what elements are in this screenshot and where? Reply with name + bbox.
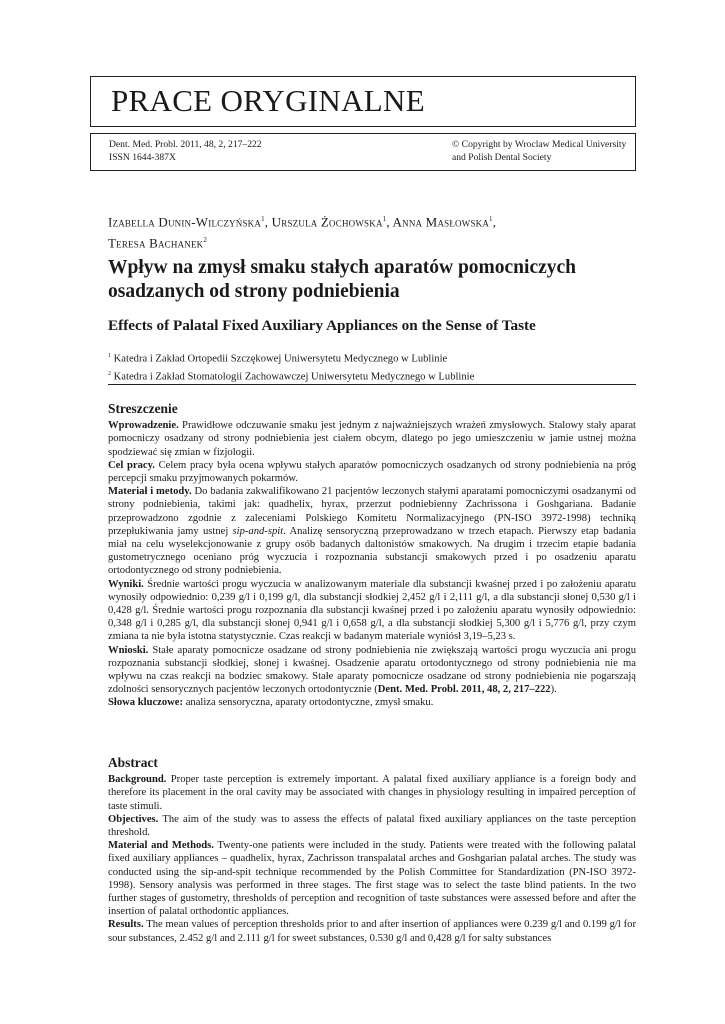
article-title-english: Effects of Palatal Fixed Auxiliary Appliances on the Sense of Taste	[108, 317, 536, 334]
copyright-info	[452, 139, 626, 164]
citation-box	[90, 133, 636, 171]
citation-info	[109, 139, 262, 164]
divider	[108, 384, 636, 385]
paragraph-label: Materiał i metody.	[108, 486, 192, 498]
paragraph-label: Results.	[108, 919, 144, 931]
paragraph-text: Do badania zakwalifikowano 21 pacjentów leczonych stałymi aparatami pomocniczymi osadzanymi od strony podniebienia, takimi jak: quadhelix, hyrax, przerzut podniebienny Zachrissona i Goshgariana. Badanie przeprowadzono zgodnie z zaleceniami Polskiego Komitetu Normalizacyjnego (PN-ISO 3972-1998) techniką przepłukiwania jamy ustnej	[108, 486, 636, 537]
keywords	[108, 696, 636, 709]
paragraph-label: Wprowadzenie.	[108, 420, 179, 432]
abstract-paragraph	[108, 813, 636, 839]
author-affil-mark: 1	[489, 215, 493, 223]
citation-reference: Dent. Med. Probl. 2011, 48, 2, 217–222	[377, 684, 551, 696]
affiliation-item	[108, 349, 628, 367]
paragraph-text: Proper taste perception is extremely important. A palatal fixed auxiliary appliance is a foreign body and therefore its placement in the oral cavity may be associated with changes in physiology resulting in impaired perception of taste stimuli.	[108, 774, 636, 812]
affiliation-text: Katedra i Zakład Stomatologii Zachowawczej Uniwersytetu Medycznego w Lublinie	[113, 371, 475, 383]
author-affil-mark: 1	[261, 215, 265, 223]
keywords-text: analiza sensoryczna, aparaty ortodontyczne, zmysł smaku.	[183, 697, 434, 709]
article-title-polish: Wpływ na zmysł smaku stałych aparatów pomocniczych osadzanych od strony podniebienia	[108, 257, 577, 302]
abstract-paragraph	[108, 459, 636, 485]
author-name: Urszula Żochowska	[271, 214, 383, 230]
copyright-line: © Copyright by Wroclaw Medical University	[452, 139, 627, 150]
affiliation-item	[108, 367, 628, 385]
paragraph-label: Wnioski.	[108, 644, 149, 656]
author-affil-mark: 1	[382, 215, 387, 223]
copyright-line-2: and Polish Dental Society	[452, 151, 552, 163]
author-list: Izabella Dunin-Wilczyńska$^1$, Urszula Żochowska$^1$, Anna Masłowska$^1$, Teresa Bachanek$^2$	[108, 214, 497, 251]
paragraph-text: Celem pracy była ocena wpływu stałych aparatów pomocniczych osadzanych od strony podniebienia na próg percepcji smaku przyjmowanych pokarmów.	[108, 459, 636, 485]
affiliations	[108, 349, 628, 384]
section-header-box	[90, 76, 636, 127]
italic-term: sip-and-spit	[232, 525, 284, 537]
author-name: Anna Masłowska	[392, 214, 490, 230]
citation-line: Dent. Med. Probl. 2011, 48, 2, 217–222	[109, 139, 262, 150]
issn-line: ISSN 1644-387X	[109, 151, 176, 163]
paragraph-label: Objectives.	[108, 813, 159, 825]
paragraph-text: Twenty-one patients were included in the study. Patients were treated with the following palatal fixed auxiliary appliances – quadhelix, hyrax, Zachrisson transpalatal arches and Goshgarian palatal arches. The study was conducted using the sip-and-spit technique recommended by the Polish Committee for Standardization (PN-ISO 3972-1998). Sensory analysis was performed in three stages. The first stage was to select the taste blind patients. In the two further stages of gustometry, thresholds of perception and recognition of taste substances were assessed before and after the insertion of palatal orthodontic appliances.	[108, 840, 636, 918]
streszczenie-section	[108, 402, 636, 710]
abstract-paragraph	[108, 644, 636, 697]
abstract-paragraph	[108, 839, 636, 918]
keywords-label: Słowa kluczowe:	[108, 697, 184, 709]
author-affil-mark: 2	[203, 236, 208, 245]
paragraph-label: Cel pracy.	[108, 459, 155, 471]
affiliation-mark: 2	[108, 370, 111, 377]
affiliation-mark: 1	[108, 353, 111, 359]
abstract-paragraph	[108, 918, 636, 944]
abstract-paragraph	[108, 485, 636, 577]
paragraph-text: Prawidłowe odczuwanie smaku jest jednym z najważniejszych wrażeń zmysłowych. Stalowy stały aparat pomocniczy osadzany od strony podniebienia jest ciałem obcym, dlatego po jego umieszczeniu w jamie ustnej można spodziewać się zmian w fizjologii.	[108, 420, 636, 458]
abstract-paragraph	[108, 578, 636, 644]
paragraph-text: Średnie wartości progu wyczucia w analizowanym materiale dla substancji kwaśnej przed i po założeniu aparatu wynosiły odpowiednio: 0,239 g/l i 0,199 g/l, dla substancji słodkiej 2,452 g/l i 2,111 g/l, a dla substancji słonej 0,530 g/l i 0,428 g/l. Średnie wartości progu rozpoznania dla substancji kwaśnej przed i po założeniu aparatu wynosiły odpowiednio: 0,348 g/l i 0,285 g/l, dla substancji słonej 0,941 g/l i 0,658 g/l, a dla substancji słodkiej 5,300 g/l i 5,776 g/l, przy czym zmiana ta nie była istotna statystycznie. Czas reakcji w badanym materiale wyniósł 3,19–5,23 s.	[108, 578, 636, 643]
abstract-heading: Abstract	[108, 755, 158, 770]
streszczenie-heading: Streszczenie	[108, 401, 178, 416]
abstract-paragraph	[108, 773, 636, 813]
author-name: Teresa Bachanek	[108, 235, 204, 251]
affiliation-text: Katedra i Zakład Ortopedii Szczękowej Uniwersytetu Medycznego w Lublinie	[113, 353, 448, 365]
section-title: PRACE ORYGINALNE	[111, 83, 425, 118]
paragraph-text: The aim of the study was to assess the effects of palatal fixed auxiliary appliances on the taste perception threshold.	[108, 813, 636, 839]
author-name: Izabella Dunin-Wilczyńska	[108, 214, 262, 230]
author-separator: ,	[386, 214, 393, 230]
paragraph-text: ).	[550, 684, 557, 696]
abstract-section	[108, 756, 636, 945]
paragraph-label: Material and Methods.	[108, 840, 214, 852]
paragraph-label: Wyniki.	[108, 578, 144, 590]
author-separator: ,	[264, 214, 272, 230]
paragraph-text: Stałe aparaty pomocnicze osadzane od strony podniebienia nie zwiększają wartości progu wyczucia ani progu rozpoznania substancji słodkiej, słonej i kwaśnej. Osadzenie aparatu ortodontycznego od strony podniebienia nie ma wpływu na czas reakcji na bodziec smakowy. Stałe aparaty pomocnicze osadzane od strony podniebienia nie pogarszają zdolności sensorycznych pacjentów leczonych ortodontycznie (	[108, 644, 636, 696]
paragraph-label: Background.	[108, 774, 167, 786]
paragraph-text: . Analizę sensoryczną przeprowadzano w trzech etapach. Pierwszy etap badania miał na celu wyselekcjonowanie z grupy osób badanych daltonistów smakowych. Na drugim i trzecim etapie badania gustometrycznego oceniano próg wyczucia i rozpoznania substancji smakowych przed i po osadzeniu aparatu ortodontycznego od strony podniebienia.	[108, 525, 637, 577]
abstract-paragraph	[108, 419, 636, 459]
paragraph-text: The mean values of perception thresholds prior to and after insertion of appliances were 0.239 g/l and 0.199 g/l for sour substances, 2.452 g/l and 2.111 g/l for sweet substances, 0.530 g/l and 0,428 g/l for salty substances	[108, 919, 636, 944]
